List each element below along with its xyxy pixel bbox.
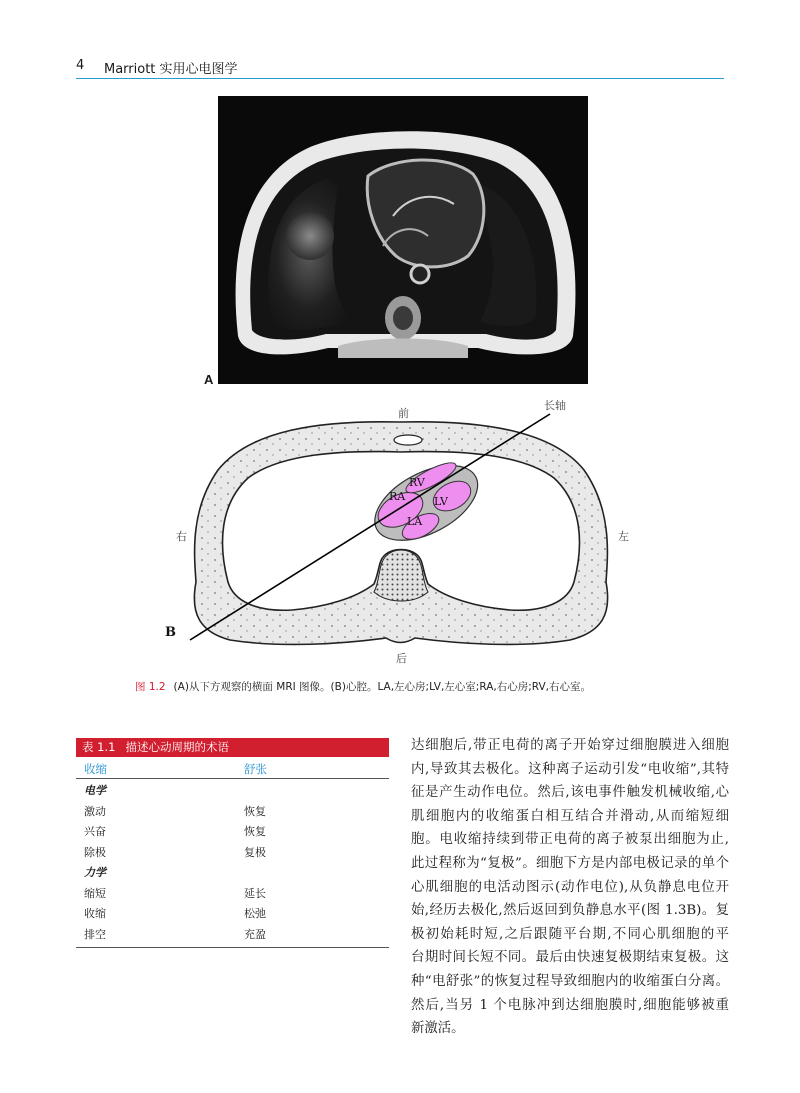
heart-cross-section-diagram xyxy=(160,392,640,674)
text-line: 始,经历去极化,然后返回到负静息水平(图 1.3B)。复 xyxy=(411,903,729,919)
figure-caption xyxy=(135,679,735,694)
text-line: 新激活。 xyxy=(411,1021,465,1037)
body-paragraph xyxy=(411,734,729,1041)
running-title: Marriott 实用心电图学 xyxy=(104,62,238,77)
text-line: 台期时间长短不同。最后由快速复极期结束复极。这 xyxy=(411,950,729,966)
table-title: 描述心动周期的术语 xyxy=(125,740,229,754)
panel-a-label: A xyxy=(204,372,214,387)
label-right: 右 xyxy=(176,530,187,543)
text-line: 种“电舒张”的恢复过程导致细胞内的收缩蛋白分离。 xyxy=(411,973,729,989)
page-number: 4 xyxy=(76,58,85,73)
table-row: 兴奋 恢复 xyxy=(84,825,266,838)
text-line: 此过程称为“复极”。细胞下方是内部电极记录的单个 xyxy=(411,855,729,871)
text-line: 内,导致其去极化。这种离子运动引发“电收缩”,其特 xyxy=(411,761,729,777)
text-line: 极初始耗时短,之后跟随平台期,不同心肌细胞的平 xyxy=(411,926,729,942)
panel-b-label: B xyxy=(165,625,176,640)
caption-text: (A)从下方观察的横面 MRI 图像。(B)心腔。LA,左心房;LV,左心室;RA,右心房;RV,右心室。 xyxy=(173,681,592,693)
text-line: 然后,当另 1 个电脉冲到达细胞膜时,细胞能够被重 xyxy=(411,997,729,1013)
label-la: LA xyxy=(407,515,423,528)
text-line: 心肌细胞的电活动图示(动作电位),从负静息电位开 xyxy=(411,879,729,895)
table-row: 收缩 松弛 xyxy=(84,907,266,920)
table-group-row: 力学 xyxy=(84,866,106,879)
label-long-axis: 长轴 xyxy=(544,399,566,412)
text-line: 征是产生动作电位。然后,该电事件触发机械收缩,心 xyxy=(411,785,729,801)
text-line: 胞。电收缩持续到带正电荷的离子被泵出细胞为止, xyxy=(411,832,729,848)
table-row: 除极 复极 xyxy=(84,845,266,859)
table-row: 激动 恢复 xyxy=(84,804,266,818)
page-header xyxy=(76,56,724,80)
table-group-row: 电学 xyxy=(84,784,106,797)
table-number: 表 1.1 xyxy=(82,740,116,754)
header-rule xyxy=(76,78,724,79)
figure-number: 图 1.2 xyxy=(135,681,166,693)
table-bottom-rule xyxy=(76,947,389,948)
label-left: 左 xyxy=(618,530,629,543)
sternum xyxy=(394,435,422,445)
label-front: 前 xyxy=(398,407,409,420)
column-header-relaxation: 舒张 xyxy=(244,762,267,776)
table-header xyxy=(76,757,389,779)
label-rv: RV xyxy=(409,476,425,489)
text-line: 肌细胞内的收缩蛋白相互结合并滑动,从而缩短细 xyxy=(411,808,729,824)
column-header-contraction: 收缩 xyxy=(84,762,107,776)
terms-table xyxy=(76,738,389,948)
mri-image xyxy=(218,96,588,384)
label-back: 后 xyxy=(396,652,407,665)
table-title-bar xyxy=(76,738,389,757)
table-row: 排空 充盈 xyxy=(84,927,266,941)
text-line: 达细胞后,带正电荷的离子开始穿过细胞膜进入细胞 xyxy=(411,738,729,753)
table-row: 缩短 延长 xyxy=(84,886,266,900)
label-lv: LV xyxy=(434,495,448,508)
label-ra: RA xyxy=(389,490,406,503)
